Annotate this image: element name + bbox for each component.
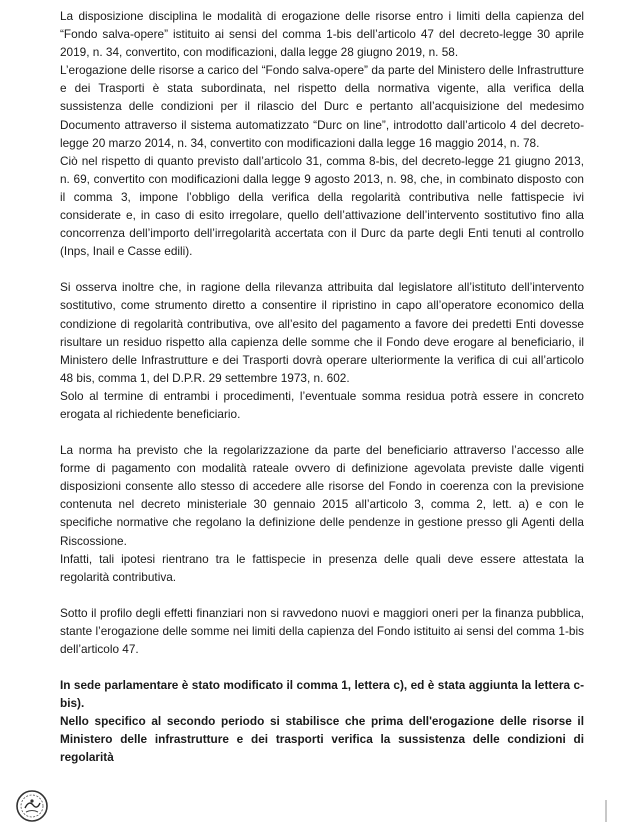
paragraph-gap — [60, 260, 584, 278]
paragraph-ipotesi-fattispecie: Infatti, tali ipotesi rientrano tra le fattispecie in presenza delle quali deve essere attestata la regolarità contributiva. — [60, 551, 584, 584]
paragraph-somma-residua: Solo al termine di entrambi i procedimenti, l’eventuale somma residua potrà essere in concreto erogata al richiedente beneficiario. — [60, 388, 584, 421]
paragraph-gap — [60, 423, 584, 441]
scan-speck-icon — [604, 800, 609, 822]
paragraph-gap — [60, 658, 584, 676]
paragraph-regolarizzazione: La norma ha previsto che la regolarizzazione da parte del beneficiario attraverso l’accesso alle forme di pagamento con modalità rateale ovvero di definizione agevolata previste dalle vigenti disposizioni consente allo stesso di accedere alle risorse del Fondo in coerenza con la previsione contenuta nel decreto ministeriale 30 gennaio 2015 all’articolo 3, comma 2, lett. a) e con le specifiche normative che regolano la definizione delle pendenze in gestione presso gli Agenti della Riscossione. — [60, 443, 584, 548]
paragraph-erogazione-risorse: L’erogazione delle risorse a carico del “Fondo salva-opere” da parte del Ministero delle Infrastrutture e dei Trasporti è stata subordinata, nel rispetto della normativa vigente, alla verifica della sussistenza delle condizioni per il rilascio del Durc e pertanto all’acquisizione del medesimo Documento attraverso il sistema automatizzato “Durc on line”, introdotto dall’articolo 4 del decreto-legge 20 marzo 2014, n. 34, convertito con modificazioni dalla legge 16 maggio 2014, n. 78. — [60, 63, 584, 150]
paragraph-intervento-sostitutivo: Si osserva inoltre che, in ragione della rilevanza attribuita dal legislatore all’istituto dell’intervento sostitutivo, come strumento diretto a consentire il ripristino in capo all’operatore economico della condizione di regolarità contributiva, ove all’esito del pagamento a favore dei predetti Enti dovesse risultare un residuo rispetto alla capienza delle somme che il Fondo deve erogare al beneficiario, il Ministero delle Infrastrutture e dei Trasporti dovrà operare ulteriormente la verifica di cui all’articolo 48 bis, comma 1, del D.P.R. 29 settembre 1973, n. 602. — [60, 280, 584, 385]
document-body — [60, 7, 584, 767]
paragraph-fondo-salva-opere: La disposizione disciplina le modalità di erogazione delle risorse entro i limiti della capienza del “Fondo salva-opere” istituito ai sensi del comma 1-bis dell’articolo 47 del decreto-legge 30 aprile 2019, n. 34, convertito, con modificazioni, dalla legge 28 giugno 2019, n. 58. — [60, 9, 584, 60]
paragraph-effetti-finanziari: Sotto il profilo degli effetti finanziari non si ravvedono nuovi e maggiori oneri per la finanza pubblica, stante l’erogazione delle somme nei limiti della capienza del Fondo istituito ai sensi del comma 1-bis dell’articolo 47. — [60, 605, 584, 656]
paragraph-articolo-31: Ciò nel rispetto di quanto previsto dall’articolo 31, comma 8-bis, del decreto-legge 21 giugno 2013, n. 69, convertito con modificazioni dalla legge 9 agosto 2013, n. 98, che, in combinato disposto con il comma 3, impone l’obbligo della verifica della regolarità contributiva nelle fattispecie ivi considerate e, in caso di esito irregolare, quello dell’attivazione dell’intervento sostitutivo fino alla concorrenza dell’importo dell’irregolarità accertata con il Durc da parte degli Enti tenuti al controllo (Inps, Inail e Casse edili). — [60, 153, 584, 259]
paragraph-secondo-periodo: Nello specifico al secondo periodo si stabilisce che prima dell'erogazione delle risorse il Ministero delle infrastrutture e dei trasporti verifica la sussistenza delle condizioni di regolarità — [60, 714, 584, 765]
paragraph-gap — [60, 586, 584, 604]
seal-stamp-icon — [14, 788, 50, 824]
paragraph-sede-parlamentare: In sede parlamentare è stato modificato il comma 1, lettera c), ed è stata aggiunta la lettera c-bis). — [60, 678, 584, 711]
